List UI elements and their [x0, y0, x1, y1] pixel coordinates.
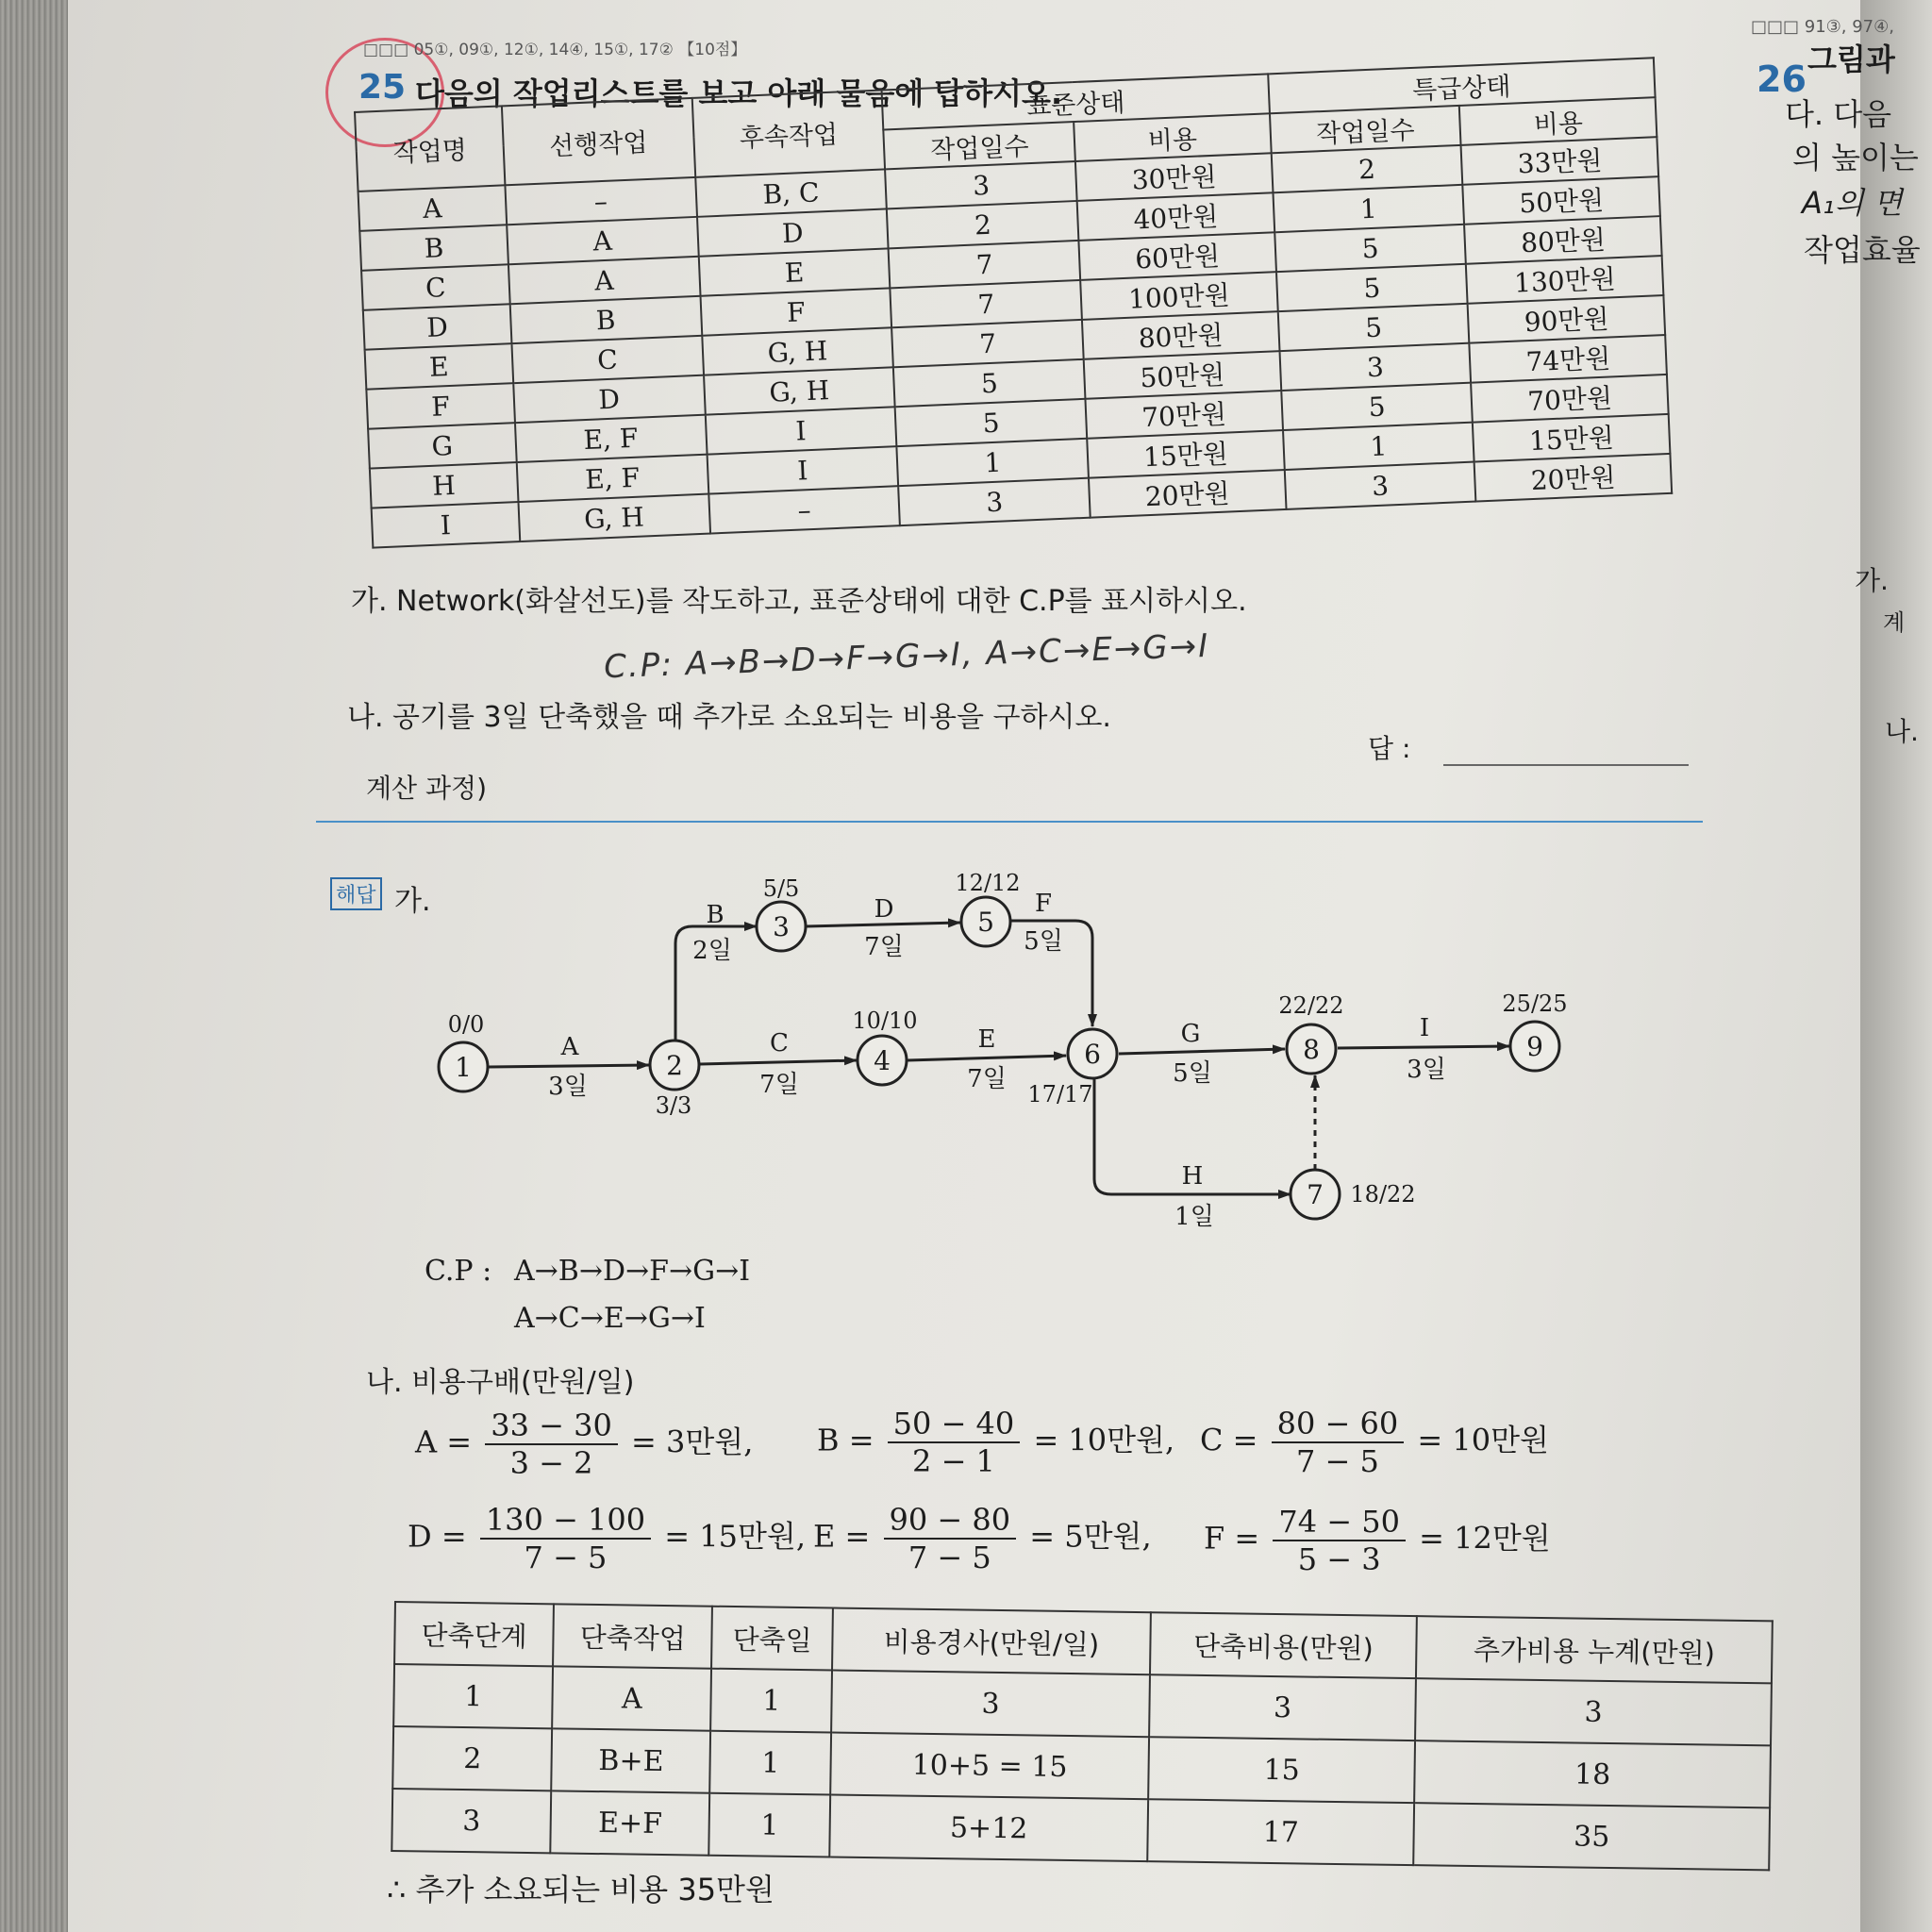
task-cell: 50만원: [1084, 351, 1281, 399]
slope-E-name: E =: [813, 1518, 871, 1555]
slope-C-name: C =: [1200, 1422, 1258, 1458]
slope-C-fraction: [1272, 1406, 1405, 1479]
answer-part-a: 가.: [394, 885, 431, 918]
slope-F-den: 5 − 3: [1297, 1541, 1381, 1577]
task-cell: 3: [1284, 462, 1475, 509]
slope-D-fraction: [480, 1502, 651, 1575]
header-successor: 후속작업: [691, 91, 885, 177]
node-number-8: 8: [1303, 1034, 1320, 1065]
task-cell: 1: [1273, 185, 1464, 232]
activity-days-C: 7일: [759, 1071, 799, 1099]
conclusion: ∴ 추가 소요되는 비용 35만원: [387, 1872, 774, 1907]
activity-name-H: H: [1181, 1162, 1204, 1191]
task-cell: 70만원: [1472, 375, 1669, 423]
activity-name-G: G: [1180, 1020, 1201, 1048]
node-number-3: 3: [773, 911, 790, 942]
reduction-cell: 17: [1147, 1799, 1414, 1865]
task-cell: 15만원: [1087, 430, 1284, 478]
slope-B-den: 2 − 1: [912, 1443, 995, 1479]
slope-B-fraction: [888, 1406, 1021, 1479]
task-cell: 130만원: [1466, 256, 1663, 304]
task-cell: 70만원: [1086, 391, 1283, 439]
reduction-header-cell: 단축비용(만원): [1150, 1612, 1417, 1678]
task-cell: 90만원: [1468, 295, 1665, 343]
header-std-cost: 비용: [1074, 113, 1271, 161]
slope-A-name: A =: [415, 1424, 473, 1460]
activity-days-B: 2일: [692, 937, 732, 965]
right-question-meta: □□□ 91③, 97④,: [1751, 17, 1894, 37]
task-cell: F: [700, 288, 891, 335]
task-cell: G, H: [518, 494, 709, 541]
slope-A-result: = 3만원,: [631, 1424, 754, 1460]
slope-F-result: = 12만원: [1419, 1520, 1551, 1557]
right-sub-a: 가.: [1855, 565, 1889, 596]
node-time-7: 18/22: [1350, 1181, 1416, 1208]
slope-B-num: 50 − 40: [888, 1406, 1021, 1443]
task-cell: 7: [891, 280, 1082, 327]
node-number-2: 2: [666, 1050, 683, 1081]
task-cell: A: [358, 185, 507, 230]
right-question-number: 26: [1757, 58, 1807, 100]
task-cell: 20만원: [1089, 470, 1286, 518]
task-cell: A: [508, 257, 700, 304]
activity-days-F: 5일: [1024, 927, 1063, 956]
reduction-cell: 3: [391, 1789, 551, 1853]
reduction-cell: B+E: [551, 1728, 710, 1792]
reduction-table-body: [391, 1664, 1772, 1870]
node-time-3: 5/5: [762, 875, 800, 902]
cp-path-1: A→B→D→F→G→I: [514, 1255, 751, 1288]
header-standard-group: 표준상태: [882, 74, 1270, 129]
slope-C-num: 80 − 60: [1272, 1406, 1405, 1443]
task-cell: 1: [897, 439, 1089, 486]
task-cell: I: [705, 407, 896, 454]
task-cell: –: [505, 177, 696, 225]
task-cell: 5: [895, 399, 1087, 446]
task-cell: 30만원: [1075, 153, 1273, 201]
task-cell: B: [509, 296, 701, 343]
activity-days-D: 7일: [864, 933, 904, 961]
task-cell: I: [707, 446, 898, 493]
right-sub-b: 나.: [1885, 716, 1919, 747]
answer-part-b: 나. 비용구배(만원/일): [366, 1366, 635, 1399]
edge-E: [908, 1056, 1066, 1060]
header-crash-cost: 비용: [1459, 97, 1657, 145]
slope-D-name: D =: [408, 1518, 467, 1555]
task-cell: A: [507, 217, 698, 264]
task-cell: 100만원: [1080, 272, 1277, 320]
task-cell: H: [370, 462, 518, 508]
reduction-cell: 1: [711, 1669, 833, 1733]
slope-E-num: 90 − 80: [884, 1502, 1017, 1540]
task-cell: 33만원: [1461, 137, 1658, 185]
sub-question-a: 가. Network(화살선도)를 작도하고, 표준상태에 대한 C.P를 표시하시오.: [351, 585, 1247, 618]
cp-path-2: A→C→E→G→I: [514, 1302, 706, 1335]
task-cell: –: [708, 486, 900, 533]
reduction-cell: 5+12: [829, 1794, 1148, 1861]
answer-label: 답 :: [1368, 733, 1411, 764]
question-title: 다음의 작업리스트를 보고 아래 물음에 답하시오.: [415, 75, 1063, 111]
node-time-5: 12/12: [955, 870, 1021, 896]
slope-D-result: = 15만원,: [664, 1518, 806, 1555]
activity-name-E: E: [977, 1025, 996, 1054]
sub-question-b: 나. 공기를 3일 단축했을 때 추가로 소요되는 비용을 구하시오.: [347, 701, 1111, 734]
node-number-6: 6: [1084, 1039, 1101, 1070]
slope-D: [408, 1502, 806, 1575]
slope-C-den: 7 − 5: [1296, 1443, 1379, 1479]
task-cell: 3: [1279, 343, 1471, 391]
task-cell: D: [363, 304, 511, 349]
slope-F-fraction: [1273, 1504, 1406, 1577]
header-crash-group: 특급상태: [1268, 58, 1656, 113]
task-cell: 2: [1271, 145, 1462, 192]
task-cell: 80만원: [1082, 311, 1279, 359]
task-cell: 3: [885, 161, 1076, 208]
node-time-1: 0/0: [447, 1011, 485, 1038]
right-calc: 계: [1883, 609, 1906, 636]
task-cell: 3: [898, 478, 1090, 525]
right-line-2: 다. 다음: [1785, 96, 1892, 132]
node-number-4: 4: [874, 1045, 891, 1076]
task-cell: 15만원: [1473, 414, 1670, 462]
slope-A: [415, 1407, 753, 1481]
question-number: 25: [358, 68, 407, 107]
question-meta: □□□ 05①, 09①, 12①, 14④, 15①, 17② 【10점】: [363, 41, 747, 59]
activity-name-A: A: [560, 1033, 579, 1061]
reduction-header-cell: 단축일: [711, 1607, 833, 1671]
node-time-2: 3/3: [655, 1092, 692, 1119]
reduction-cell: A: [552, 1666, 711, 1730]
node-number-7: 7: [1307, 1179, 1324, 1210]
right-line-1: 그림과: [1807, 42, 1895, 77]
reduction-header-cell: 단축단계: [394, 1602, 554, 1666]
task-cell: 7: [889, 241, 1080, 288]
task-cell: 1: [1283, 423, 1474, 470]
activity-name-F: F: [1034, 890, 1053, 918]
activity-days-E: 7일: [967, 1065, 1007, 1093]
reduction-cell: 10+5 = 15: [830, 1732, 1149, 1799]
slope-A-fraction: [485, 1407, 618, 1481]
reduction-cell: 3: [1149, 1674, 1416, 1740]
task-cell: G, H: [704, 367, 895, 414]
slope-E-fraction: [884, 1502, 1017, 1575]
reduction-cell: 2: [392, 1726, 552, 1790]
task-cell: 5: [1281, 383, 1473, 430]
node-number-1: 1: [455, 1052, 472, 1083]
task-cell: 80만원: [1464, 216, 1661, 264]
activity-days-H: 1일: [1174, 1203, 1214, 1231]
slope-E: [813, 1502, 1152, 1575]
reduction-cell: 18: [1414, 1740, 1771, 1807]
task-cell: B: [359, 225, 508, 270]
slope-B-result: = 10만원,: [1033, 1422, 1175, 1458]
slope-B-name: B =: [817, 1422, 874, 1458]
task-cell: E, F: [516, 455, 708, 502]
activity-name-D: D: [874, 895, 894, 924]
reduction-cell: 1: [393, 1664, 553, 1728]
node-number-5: 5: [977, 907, 994, 938]
task-cell: 2: [887, 201, 1078, 248]
task-cell: E: [365, 343, 513, 389]
reduction-cell: E+F: [550, 1790, 709, 1855]
task-cell: 50만원: [1463, 176, 1660, 225]
task-cell: 5: [1274, 225, 1466, 272]
task-cell: I: [372, 502, 520, 547]
slope-A-den: 3 − 2: [509, 1445, 593, 1481]
task-cell: 60만원: [1079, 232, 1276, 280]
edge-G: [1119, 1049, 1285, 1054]
task-cell: 5: [893, 359, 1085, 407]
task-cell: E, F: [515, 415, 707, 462]
edge-I: [1338, 1046, 1509, 1048]
reduction-cell: 3: [831, 1670, 1150, 1737]
node-time-8: 22/22: [1278, 992, 1344, 1019]
slope-F-name: F =: [1204, 1520, 1260, 1557]
header-task-name: 작업명: [355, 106, 505, 191]
task-cell: B, C: [695, 169, 887, 216]
task-cell: G: [368, 423, 516, 468]
node-number-9: 9: [1526, 1031, 1543, 1062]
slope-E-result: = 5만원,: [1029, 1518, 1152, 1555]
activity-days-G: 5일: [1173, 1059, 1212, 1088]
task-cell: 5: [1277, 304, 1469, 351]
task-cell: 74만원: [1470, 335, 1667, 383]
reduction-cell: 15: [1148, 1737, 1415, 1803]
slope-B: [817, 1406, 1174, 1479]
slope-F-num: 74 − 50: [1273, 1504, 1406, 1541]
reduction-header-cell: 비용경사(만원/일): [832, 1607, 1151, 1674]
task-cell: 40만원: [1077, 192, 1274, 241]
task-cell: D: [513, 375, 705, 423]
header-predecessor: 선행작업: [502, 98, 695, 185]
task-cell: C: [511, 336, 703, 383]
slope-C-result: = 10만원: [1417, 1422, 1549, 1458]
task-cell: C: [361, 264, 509, 309]
reduction-header-cell: 추가비용 누계(만원): [1416, 1616, 1773, 1683]
right-line-3: 의 높이는: [1792, 140, 1919, 175]
task-cell: 20만원: [1474, 454, 1672, 502]
node-time-9: 25/25: [1502, 991, 1568, 1017]
reduction-table: [391, 1601, 1774, 1871]
activity-days-I: 3일: [1407, 1056, 1446, 1084]
edge-A: [489, 1065, 649, 1067]
activity-name-I: I: [1419, 1014, 1430, 1042]
activity-days-A: 3일: [548, 1073, 588, 1101]
cp-label: C.P :: [425, 1255, 492, 1288]
task-cell: G, H: [702, 327, 893, 375]
activity-name-C: C: [770, 1029, 789, 1058]
reduction-header-cell: 단축작업: [553, 1604, 712, 1668]
reduction-cell: 35: [1413, 1803, 1770, 1870]
reduction-cell: 1: [710, 1731, 832, 1795]
header-std-days: 작업일수: [884, 122, 1075, 169]
slope-F: [1204, 1504, 1551, 1577]
node-time-6: 17/17: [1027, 1081, 1093, 1108]
answer-badge: 해답: [330, 877, 382, 910]
reduction-cell: 1: [709, 1793, 831, 1857]
task-cell: D: [697, 208, 889, 256]
task-cell: E: [698, 248, 890, 295]
slope-C: [1200, 1406, 1549, 1479]
task-cell: 5: [1276, 264, 1468, 311]
header-crash-days: 작업일수: [1270, 106, 1461, 153]
slope-E-den: 7 − 5: [908, 1540, 991, 1575]
handwritten-cp-note: C.P: A→B→D→F→G→I, A→C→E→G→I: [603, 626, 1210, 687]
right-line-5: 작업효율: [1804, 232, 1921, 268]
right-line-4: A₁의 면: [1802, 185, 1903, 221]
slope-A-num: 33 − 30: [485, 1407, 618, 1445]
calc-label: 계산 과정): [366, 773, 488, 804]
activity-name-B: B: [706, 901, 724, 929]
reduction-cell: 3: [1415, 1678, 1772, 1745]
task-cell: F: [366, 383, 514, 428]
slope-D-num: 130 − 100: [480, 1502, 651, 1540]
slope-D-den: 7 − 5: [524, 1540, 608, 1575]
task-cell: 7: [891, 320, 1083, 367]
edge-C: [700, 1060, 857, 1064]
node-time-4: 10/10: [852, 1008, 918, 1034]
